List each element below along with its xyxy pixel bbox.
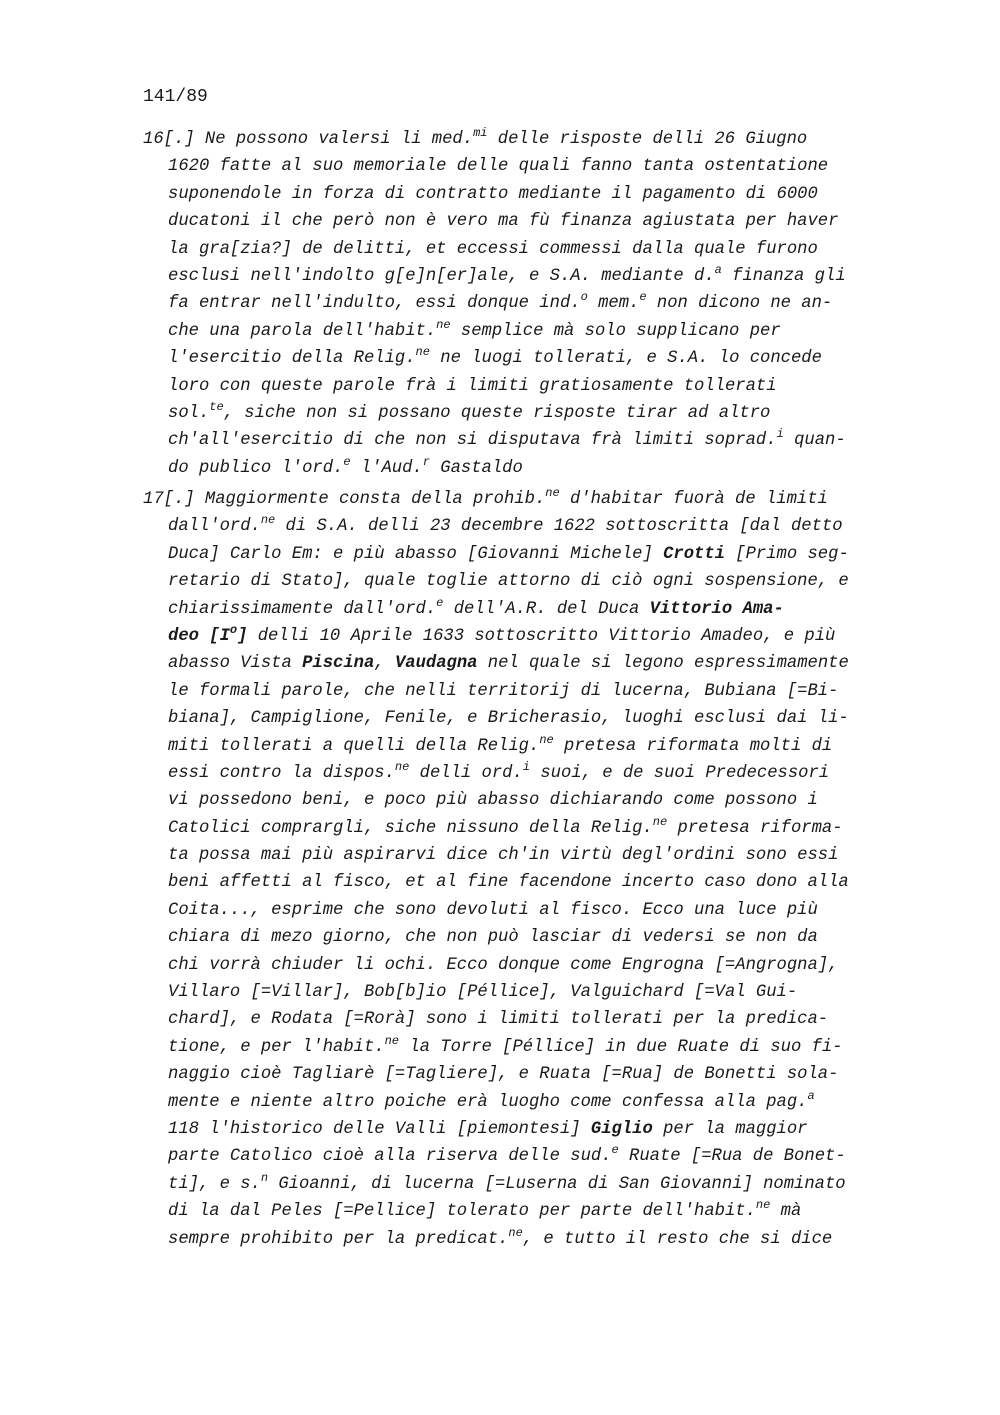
text-line: [143, 596, 849, 623]
text-run: naggio cioè Tagliarè [=Tagliere], e Ruata [=Rua] de Bonetti sola-: [168, 1065, 839, 1085]
text-run: loro con queste parole frà i limiti gratiosamente tollerati: [168, 376, 777, 396]
text-run: 1620 fatte al suo memoriale delle quali fanno tanta ostentatione: [168, 157, 829, 177]
text-run: semplice mà solo supplicano per: [450, 321, 781, 341]
text-line: [143, 1089, 849, 1116]
text-run: suoi, e de suoi Predecessori: [530, 763, 830, 783]
text-run: di la dal Peles [=Pellice] tolerato per parte dell'habit.: [168, 1202, 756, 1222]
text-line: [143, 869, 849, 896]
text-run: retario di Stato], quale toglie attorno di ciò ogni sospensione, e: [168, 572, 849, 592]
superscript-abbrev: i: [522, 759, 530, 774]
superscript-abbrev: r: [422, 454, 430, 469]
superscript-abbrev: ne: [260, 513, 276, 528]
text-run: Ruate [=Rua de Bonet-: [618, 1147, 846, 1167]
text-run: la Torre [Péllice] in due Ruate di suo fi-: [399, 1037, 843, 1057]
superscript-abbrev: e: [611, 1143, 619, 1158]
text-line: [143, 623, 849, 650]
text-line: [143, 815, 849, 842]
text-line: [143, 373, 846, 400]
text-line: [143, 153, 846, 180]
text-run: d'habitar fuorà de limiti: [559, 490, 828, 509]
superscript-abbrev: e: [436, 595, 444, 610]
superscript-abbrev: ne: [545, 486, 560, 500]
text-run: fa entrar nell'indulto, essi donque ind.: [168, 294, 581, 314]
text-run: ti], e s.: [168, 1174, 261, 1194]
superscript-abbrev: a: [807, 1088, 815, 1103]
bold-name: Giglio: [590, 1119, 653, 1139]
bold-name: ]: [237, 626, 248, 646]
text-run: 118 l'historico delle Valli [piemontesi]: [168, 1119, 591, 1139]
text-run: le formali parole, che nelli territorij di lucerna, Bubiana [=Bi-: [168, 681, 839, 701]
text-run: ducatoni il che però non è vero ma fù finanza agiustata per haver: [168, 212, 839, 232]
text-line: [143, 1116, 849, 1143]
superscript-abbrev: ne: [508, 1225, 523, 1240]
text-run: delli ord.: [409, 763, 523, 783]
text-run: esclusi nell'indolto g[e]n[er]ale, e S.A. mediante d.: [168, 266, 715, 286]
text-run: Duca] Carlo Em: e più abasso [Giovanni Michele]: [168, 544, 664, 564]
text-run: sempre prohibito per la predicat.: [168, 1229, 509, 1249]
superscript-abbrev: n: [260, 1170, 269, 1185]
text-run: suponendole in forza di contratto mediante il pagamento di 6000: [168, 184, 818, 204]
text-line: [143, 705, 849, 732]
superscript-abbrev: ne: [652, 814, 668, 829]
text-run: , siche non si possano queste risposte tirar ad altro: [223, 403, 771, 423]
text-run: nel quale si legono espressimamente: [477, 654, 849, 674]
text-run: ,: [374, 654, 395, 674]
paragraph-17: [143, 486, 849, 1253]
bold-name: Crotti: [663, 544, 725, 564]
superscript-abbrev: ne: [755, 1198, 771, 1213]
text-run: [Primo seg-: [724, 544, 849, 564]
superscript-abbrev: o: [580, 290, 588, 305]
text-run: di S.A. delli 23 decembre 1622 sottoscritta [dal detto: [275, 517, 843, 537]
text-line: [143, 290, 846, 317]
text-run: pretesa riforma-: [667, 818, 843, 838]
text-line: [143, 513, 849, 540]
text-run: essi contro la dispos.: [168, 763, 395, 783]
text-line: [143, 486, 849, 513]
text-run: ta possa mai più aspirarvi dice ch'in virtù degl'ordini sono essi: [168, 846, 839, 866]
text-run: che una parola dell'habit.: [168, 321, 437, 341]
text-run: mente e niente altro poiche erà luogho come confessa alla pag.: [168, 1092, 808, 1112]
text-line: [143, 126, 846, 153]
text-run: l'esercitio della Relig.: [168, 349, 416, 369]
text-run: chard], e Rodata [=Rorà] sono i limiti tollerati per la predica-: [168, 1010, 829, 1030]
superscript-abbrev: mi: [473, 126, 488, 140]
text-run: dall'ord.: [168, 517, 261, 537]
text-run: mà: [770, 1202, 802, 1222]
page-number: 141/89: [143, 87, 208, 107]
superscript-abbrev: ne: [436, 317, 451, 332]
superscript-abbrev: o: [229, 622, 238, 637]
bold-name: deo [I: [168, 626, 230, 646]
text-line: [143, 1034, 849, 1061]
superscript-abbrev: e: [343, 454, 351, 469]
text-run: Coita..., esprime che sono devoluti al fisco. Ecco una luce più: [168, 900, 818, 920]
paragraph-16: [143, 126, 846, 482]
text-run: 17[.] Maggiormente consta della prohib.: [143, 490, 546, 509]
text-run: 16[.] Ne possono valersi li med.: [143, 130, 474, 149]
text-line: [143, 318, 846, 345]
text-run: miti tollerati a quelli della Relig.: [168, 736, 540, 756]
text-line: [143, 1198, 849, 1225]
superscript-abbrev: ne: [415, 345, 430, 360]
bold-name: Vittorio Ama-: [649, 599, 784, 619]
text-run: , e tutto il resto che si dice: [522, 1229, 833, 1249]
text-run: finanza gli: [721, 266, 846, 286]
text-line: [143, 1226, 849, 1253]
text-run: non dicono ne an-: [646, 294, 833, 314]
text-run: beni affetti al fisco, et al fine facendone incerto caso dono alla: [168, 873, 849, 893]
text-run: chiarissimamente dall'ord.: [168, 599, 437, 619]
text-run: per la maggior: [652, 1119, 808, 1139]
superscript-abbrev: ne: [394, 759, 410, 774]
text-run: delle risposte delli 26 Giugno: [487, 130, 808, 149]
text-run: l'Aud.: [350, 458, 423, 478]
text-run: vi possedono beni, e poco più abasso dichiarando come possono i: [168, 791, 818, 811]
text-run: Gioanni, di lucerna [=Luserna di San Giovanni] nominato: [268, 1174, 846, 1194]
text-run: quan-: [783, 431, 846, 451]
superscript-abbrev: e: [639, 290, 647, 305]
text-run: do publico l'ord.: [168, 458, 344, 478]
text-line: [143, 650, 849, 677]
text-line: [143, 733, 849, 760]
text-run: Villaro [=Villar], Bob[b]io [Péllice], Valguichard [=Val Gui-: [168, 983, 798, 1003]
text-run: chiara di mezo giorno, che non può lasciar di vedersi se non da: [168, 928, 818, 948]
text-line: [143, 345, 846, 372]
text-line: [143, 236, 846, 263]
text-run: delli 10 Aprile 1633 sottoscritto Vittorio Amadeo, e più: [247, 626, 836, 646]
bold-superscript: [229, 622, 238, 646]
bold-name: Piscina: [302, 654, 375, 674]
text-run: dell'A.R. del Duca: [443, 599, 650, 619]
text-line: [143, 897, 849, 924]
text-line: [143, 1061, 849, 1088]
text-run: sol.: [168, 403, 210, 423]
text-line: [143, 208, 846, 235]
text-line: [143, 979, 849, 1006]
text-run: Gastaldo: [429, 458, 523, 478]
text-line: [143, 952, 849, 979]
text-run: pretesa riformata molti di: [553, 736, 833, 756]
bold-name: Vaudagna: [394, 654, 478, 674]
text-line: [143, 1171, 849, 1198]
text-run: Catolici comprargli, siche nissuno della Relig.: [168, 818, 653, 838]
text-run: tione, e per l'habit.: [168, 1037, 385, 1057]
text-line: [143, 541, 849, 568]
text-line: [143, 568, 849, 595]
text-line: [143, 1006, 849, 1033]
text-line: [143, 263, 846, 290]
text-run: ne luogi tollerati, e S.A. lo concede: [429, 349, 822, 369]
text-line: [143, 760, 849, 787]
text-run: parte Catolico cioè alla riserva delle sud.: [168, 1147, 612, 1167]
text-run: ch'all'esercitio di che non si disputava frà limiti soprad.: [168, 431, 777, 451]
superscript-abbrev: ne: [539, 732, 554, 747]
superscript-abbrev: a: [714, 262, 722, 277]
text-run: abasso Vista: [168, 654, 303, 674]
text-line: [143, 400, 846, 427]
text-run: la gra[zia?] de delitti, et eccessi commessi dalla quale furono: [168, 239, 818, 259]
text-line: [143, 678, 849, 705]
text-line: [143, 924, 849, 951]
superscript-abbrev: te: [209, 399, 224, 414]
text-line: [143, 1143, 849, 1170]
text-line: [143, 181, 846, 208]
text-line: [143, 427, 846, 454]
superscript-abbrev: ne: [384, 1033, 400, 1048]
text-line: [143, 787, 849, 814]
text-run: mem.: [587, 294, 640, 314]
text-line: [143, 842, 849, 869]
text-run: biana], Campiglione, Fenile, e Bricherasio, luoghi esclusi dai li-: [168, 709, 849, 729]
superscript-abbrev: i: [776, 427, 784, 442]
text-run: chi vorrà chiuder li ochi. Ecco donque come Engrogna [=Angrogna],: [168, 955, 839, 975]
text-line: [143, 455, 846, 482]
